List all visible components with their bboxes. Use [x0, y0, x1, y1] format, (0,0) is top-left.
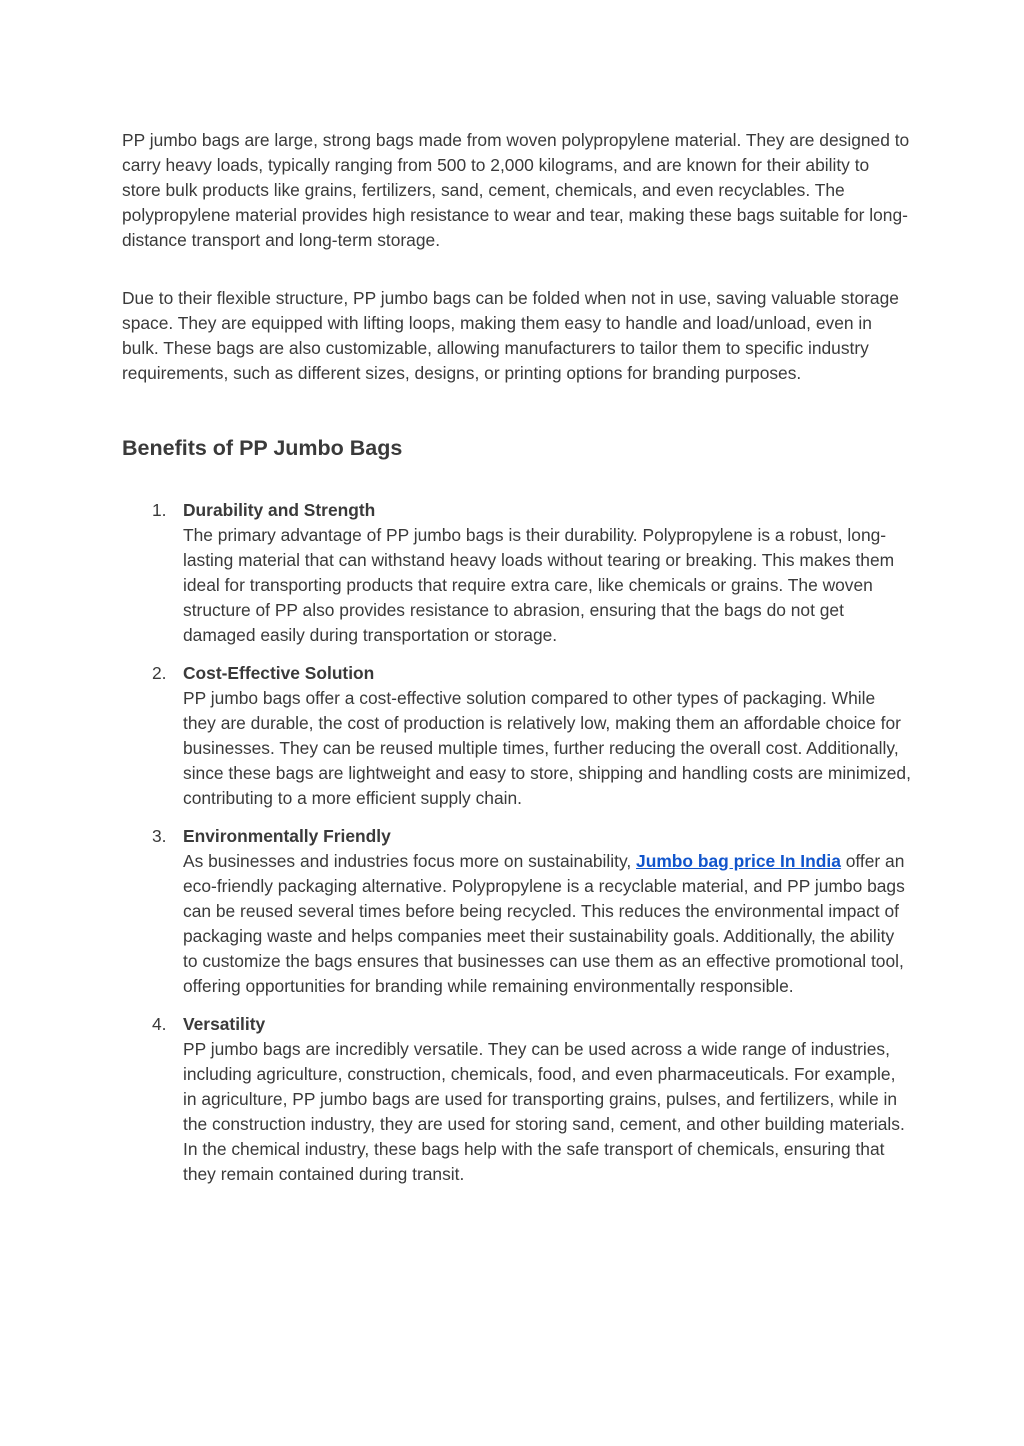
jumbo-bag-price-link[interactable]: Jumbo bag price In India [636, 851, 841, 871]
benefit-body: PP jumbo bags offer a cost-effective solution compared to other types of packaging. While they are durable, the cost of production is relatively low, making them an affordable choice for businesses. They can be reused multiple times, further reducing the overall cost. Additionally, since these bags are lightweight and easy to store, shipping and handling costs are minimized, contributing to a more efficient supply chain. [183, 688, 911, 808]
benefit-item-environment [122, 824, 912, 999]
benefit-body-text: As businesses and industries focus more on sustainability, [183, 851, 637, 871]
list-number: 2. [152, 663, 167, 683]
benefit-item-cost [122, 661, 912, 811]
benefits-heading: Benefits of PP Jumbo Bags [122, 436, 403, 460]
benefit-title: Versatility [183, 1014, 266, 1034]
benefit-item-versatility [122, 1012, 912, 1187]
intro-paragraph-2: Due to their flexible structure, PP jumbo bags can be folded when not in use, saving valuable storage space. They are equipped with lifting loops, making them easy to handle and load/unload, even in bulk. These bags are also customizable, allowing manufacturers to tailor them to specific industry requirements, such as different sizes, designs, or printing options for branding purposes. [122, 288, 899, 383]
list-number: 4. [152, 1014, 167, 1034]
benefit-body: The primary advantage of PP jumbo bags is their durability. Polypropylene is a robust, long-lasting material that can withstand heavy loads without tearing or breaking. This makes them ideal for transporting products that require extra care, like chemicals or grains. The woven structure of PP also provides resistance to abrasion, ensuring that the bags do not get damaged easily during transportation or storage. [183, 525, 895, 645]
benefit-title: Environmentally Friendly [183, 826, 391, 846]
list-number: 1. [152, 500, 167, 520]
benefit-title: Durability and Strength [183, 500, 376, 520]
benefits-list [122, 498, 912, 1187]
benefit-body [183, 849, 912, 999]
list-number: 3. [152, 826, 167, 846]
benefit-body: PP jumbo bags are incredibly versatile. They can be used across a wide range of industries, including agriculture, construction, chemicals, food, and even pharmaceuticals. For example, in agriculture, PP jumbo bags are used for transporting grains, pulses, and fertilizers, while in the construction industry, they are used for storing sand, cement, and other building materials. In the chemical industry, these bags help with the safe transport of chemicals, ensuring that they remain contained during transit. [183, 1039, 905, 1184]
benefit-item-durability [122, 498, 912, 648]
document-page [122, 128, 912, 1187]
intro-paragraph-1: PP jumbo bags are large, strong bags made from woven polypropylene material. They are designed to carry heavy loads, typically ranging from 500 to 2,000 kilograms, and are known for their ability to store bulk products like grains, fertilizers, sand, cement, chemicals, and even recyclables. The polypropylene material provides high resistance to wear and tear, making these bags suitable for long-distance transport and long-term storage. [122, 130, 910, 250]
benefit-title: Cost-Effective Solution [183, 663, 375, 683]
benefit-body-text: offer an eco-friendly packaging alternative. Polypropylene is a recyclable material, and PP jumbo bags can be reused several times before being recycled. This reduces the environmental impact of packaging waste and helps companies meet their sustainability goals. Additionally, the ability to customize the bags ensures that businesses can use them as an effective promotional tool, offering opportunities for branding while remaining environmentally responsible. [183, 851, 905, 996]
